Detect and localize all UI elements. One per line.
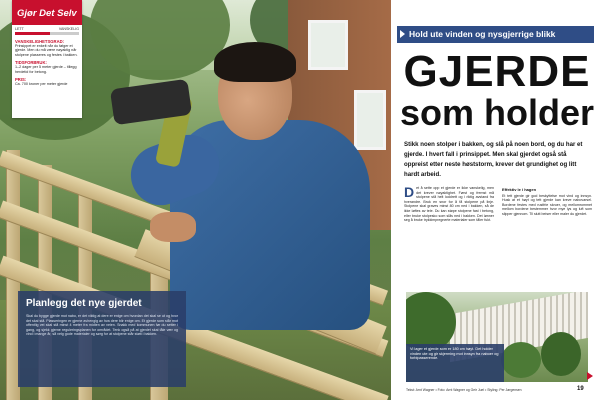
price-text: Ca. 700 kroner per meter gjerde — [15, 82, 68, 87]
continue-arrow-icon — [587, 372, 593, 380]
drop-cap: D — [404, 184, 415, 200]
planning-title: Planlegg det nye gjerdet — [26, 298, 142, 309]
difficulty-scale — [12, 25, 82, 31]
headline-main: GJERDE — [403, 47, 591, 96]
difficulty-text: Prinsippet er enkelt når du følger et gjerde. Men du må være nøyaktig når stolpene plasseres og festes i bakken. — [15, 44, 78, 57]
scale-right-label: VANSKELIG — [58, 27, 79, 31]
credits: Tekst: Arnt Wagner • Foto: Arnt Wagner og Geir Juel • Styling: Per Jørgensen — [406, 388, 522, 392]
diy-info-box — [12, 0, 82, 118]
body-column-1-text: et å sette opp et gjerde er ikke vanskelig, men det krever nøyaktighet. Først og fremst må stolpene stå helt loddrett og i riktig avstand fra hverandre. Bruk en snor for å få stolpene på linje. Stolpene skal graves minst 80 cm ned i bakken, så de ikke løftes av tele. Du kan støpe stolpene fast i betong, eller bruke stolpesko som slås ned i bakken. Det lønner seg å bruke trykkimpregnerte materialer som tåler fukt. — [404, 186, 494, 223]
scale-left-label: LETT — [15, 27, 24, 31]
house-window — [308, 20, 348, 70]
time-text: 1–2 dager per 5 meter gjerde – tillegg herdetid for betong. — [15, 65, 77, 74]
article-page — [391, 0, 600, 400]
planning-box — [18, 291, 186, 387]
bush — [501, 342, 541, 378]
body-columns — [404, 186, 592, 291]
worker-hair — [214, 42, 296, 82]
worker-hand — [150, 212, 196, 242]
diy-brand: Gjør Det Selv — [12, 0, 82, 25]
bush — [406, 292, 456, 352]
ingress: Stikk noen stolper i bakken, og slå på noen bord, og du har et gjerde. I hvert fall i prinsippet. Men skal gjerdet også stå oppreist etter neste høststorm, krever det grundighet og litt hardt arbeid. — [404, 141, 583, 178]
body-column-2 — [502, 186, 592, 217]
section-bar: Hold ute vinden og nysgjerrige blikk — [397, 26, 594, 43]
difficulty-bar — [15, 32, 79, 35]
planning-body: Skal du bygge gjerde mot nabo, er det viktig at dere er enige om hvordan det skal se ut og hvor det skal stå. Plasseringen er gjerne avhengig av hva dere blir enige om. Et gjerde som står mot offentlig vei skal stå minst 4 meter fra midten av veien. Snakk med kommunen før du setter i gang, og sjekk gjerne reguleringsplanen for området. Tenk også på at gjerdet skal tåle vær og vind i mange år, så velg gode materialer og sørg for at stolpene står støtt i bakken. — [26, 314, 178, 337]
time-label: TIDSFORBRUK: — [15, 60, 47, 66]
body-column-2-text: Et tett gjerde gir god beskyttelse mot vind og innsyn. Husk at et høyt og tett gjerde kan kreve nabovarsel. Bordene festes med rustfrie skruer, og mellomrommet mellom bordene bestemmer hvor mye lys og luft som slipper gjennom. Til slutt beiser eller maler du gjerdet. — [502, 193, 592, 216]
price-label: PRIS: — [15, 77, 27, 83]
bush — [541, 332, 581, 376]
play-arrow-icon — [400, 30, 405, 38]
headline-sub: som holder — [399, 92, 595, 133]
difficulty-label: VANSKELIGHETSGRAD: — [15, 39, 65, 44]
page-number: 19 — [577, 386, 584, 392]
photo-caption: Vi lager et gjerde som er 180 cm høyt. Det holder vinden ute og gir skjerming mot innsyn fra naboer og forbipasserende. — [406, 344, 504, 382]
finished-fence-photo — [406, 292, 588, 382]
column-subhead: Effektiv le i hagen — [502, 187, 537, 192]
body-column-1 — [404, 186, 494, 223]
house-window — [354, 90, 386, 150]
